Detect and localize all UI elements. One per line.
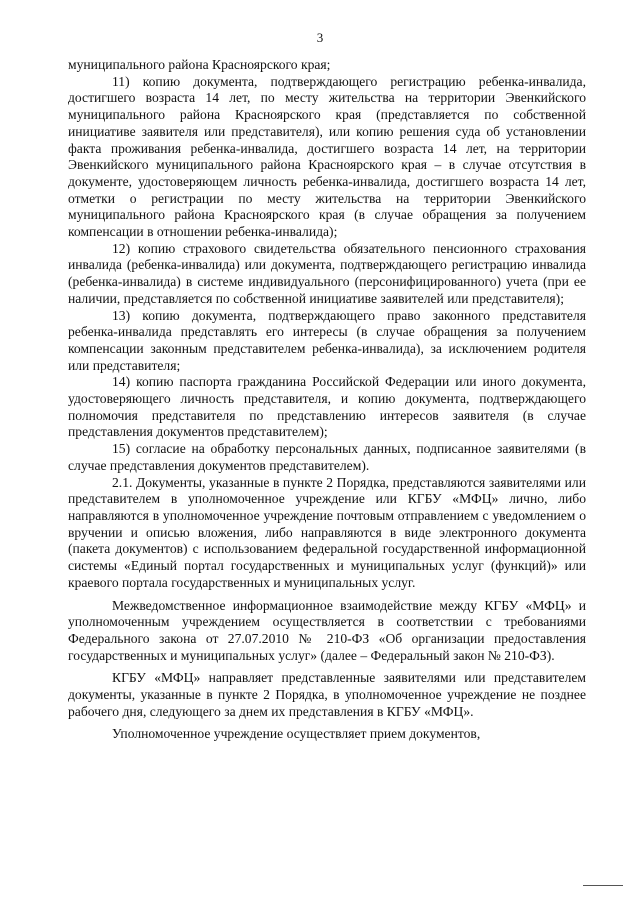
paragraph-continuation: муниципального района Красноярского края;: [68, 57, 331, 72]
paragraph-mfc-forwarding: КГБУ «МФЦ» направляет представленные заявителями или представителем документы, указанные в пункте 2 Порядка, в уполномоченное учреждение не позднее рабочего дня, следующего за днем их представления в КГБУ «МФЦ».: [68, 670, 586, 719]
paragraph-item-14: 14) копию паспорта гражданина Российской Федерации или иного документа, удостоверяющего личность представителя, и копию документа, подтверждающего полномочия представителя по представлению интересов заявителя (в случае представления документов представителем);: [68, 374, 586, 440]
paragraph-item-13: 13) копию документа, подтверждающего право законного представителя ребенка-инвалида представлять его интересы (в случае обращения за получением компенсации законным представителем ребенка-инвалида), за исключением родителя или представителя;: [68, 307, 586, 373]
paragraph-item-15: 15) согласие на обработку персональных данных, подписанное заявителями (в случае представления документов представителем).: [68, 441, 586, 473]
paragraph-section-2-1: 2.1. Документы, указанные в пункте 2 Порядка, представляются заявителями или представителем в уполномоченное учреждение или КГБУ «МФЦ» лично, либо направляются в уполномоченное учреждение почтовым отправлением с уведомлением о вручении и описью вложения, либо направляются в виде электронного документа (пакета документов) с использованием федеральной государственной информационной системы «Единый портал государственных и муниципальных услуг (функций)» или краевого портала государственных и муниципальных услуг.: [68, 474, 586, 590]
document-body: [68, 57, 586, 743]
page-number: 3: [316, 30, 324, 45]
footer-rule: [583, 885, 623, 886]
paragraph-interagency: Межведомственное информационное взаимодействие между КГБУ «МФЦ» и уполномоченным учреждением осуществляется в соответствии с требованиями Федерального закона от 27.07.2010 № 210-ФЗ «Об организации предоставления государственных и муниципальных услуг» (далее – Федеральный закон № 210-ФЗ).: [68, 597, 586, 663]
paragraph-item-12: 12) копию страхового свидетельства обязательного пенсионного страхования инвалида (ребенка-инвалида) или документа, подтверждающего регистрацию инвалида (ребенка-инвалида) в системе индивидуального (персонифицированного) учета (при ее наличии, представляется по собственной инициативе заявителей или представителя);: [68, 240, 586, 306]
paragraph-item-11: 11) копию документа, подтверждающего регистрацию ребенка-инвалида, достигшего возраста 14 лет, по месту жительства на территории Эвенкийского муниципального района Красноярского края (представляется по собственной инициативе заявителя или представителя), или копию решения суда об установлении факта проживания ребенка-инвалида, достигшего возраста 14 лет, на территории Эвенкийского муниципального района Красноярского края – в случае отсутствия в документе, удостоверяющем личность ребенка-инвалида, достигшего возраста 14 лет, отметки о регистрации по месту жительства на территории Эвенкийского муниципального района Красноярского края (в случае обращения за получением компенсации в отношении ребенка-инвалида);: [68, 73, 586, 240]
paragraph-acceptance: Уполномоченное учреждение осуществляет прием документов,: [112, 726, 481, 742]
